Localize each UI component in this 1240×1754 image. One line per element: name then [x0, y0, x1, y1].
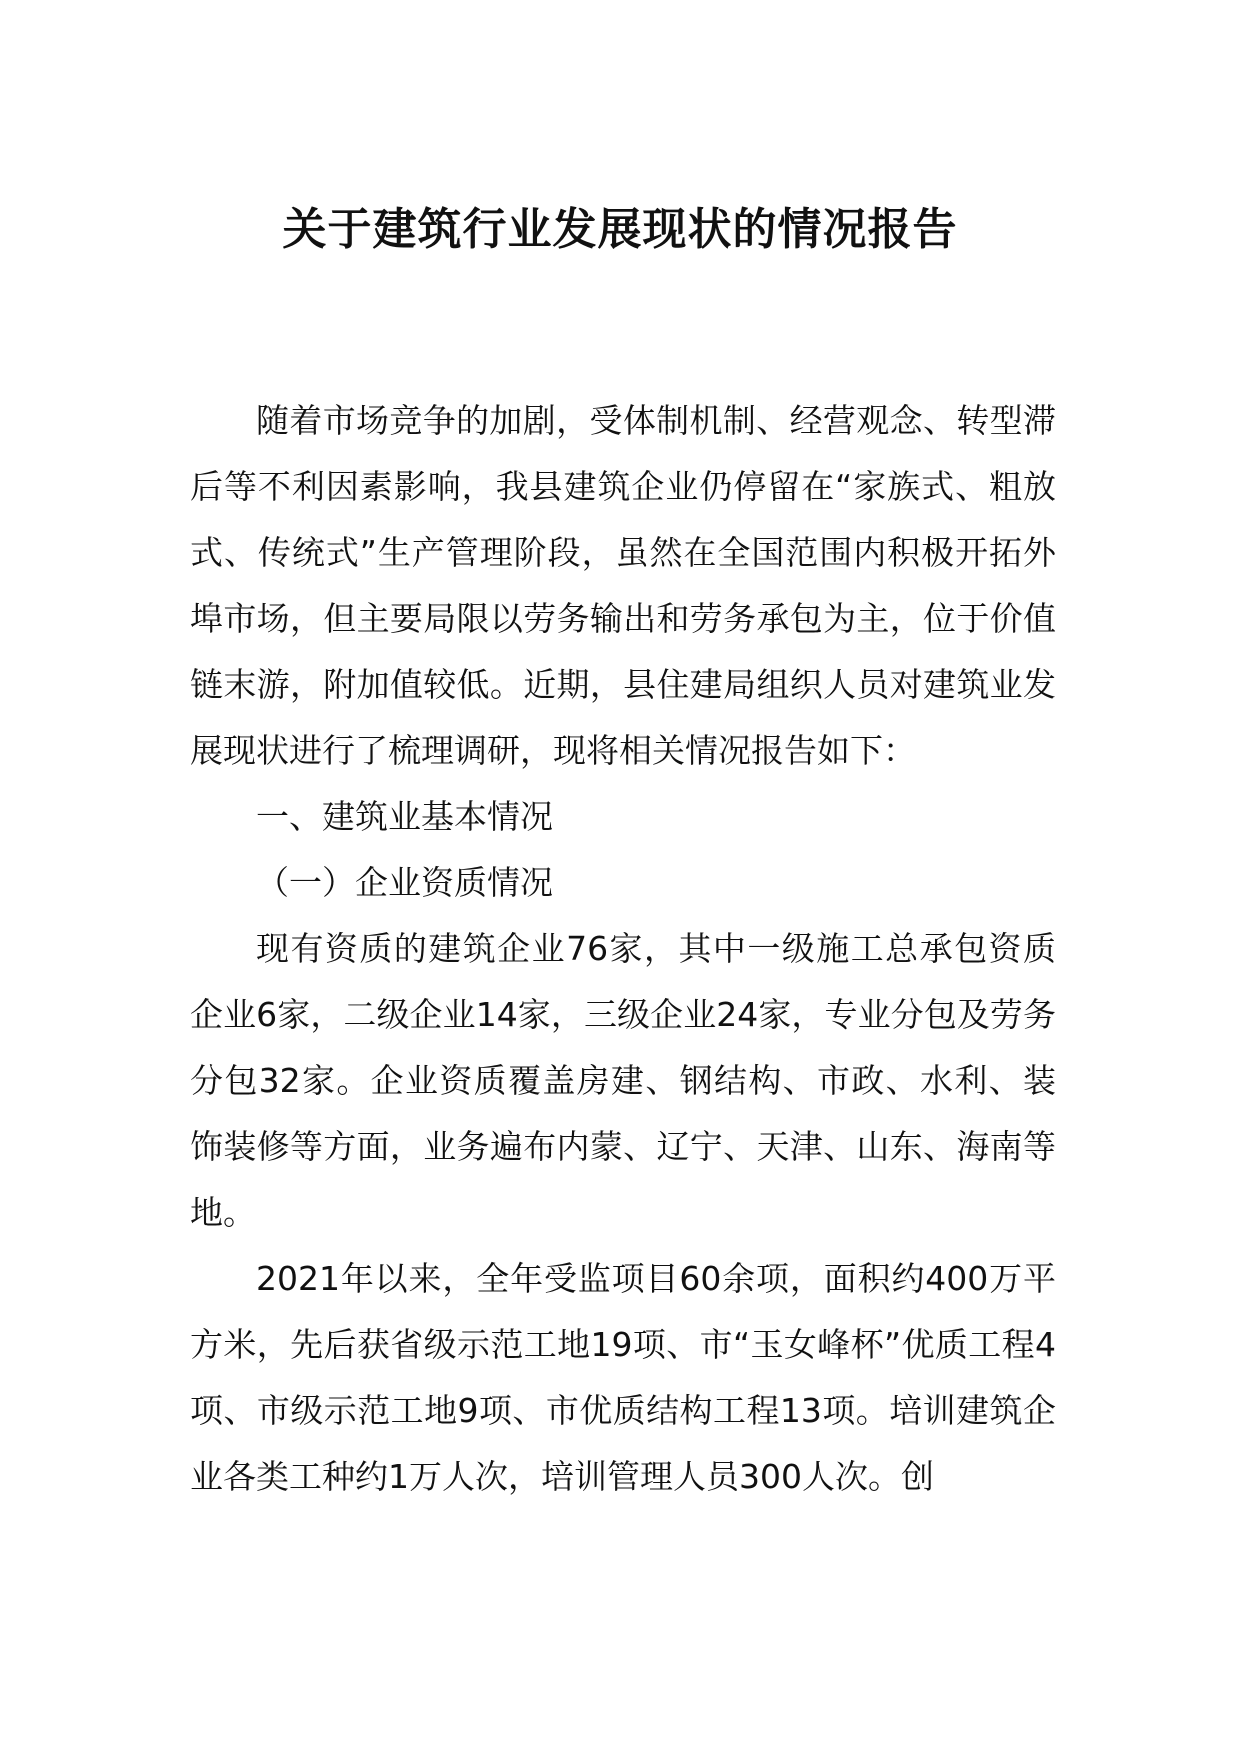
document-body	[190, 388, 1056, 1510]
document-title: 关于建筑行业发展现状的情况报告	[282, 204, 958, 255]
qualification-paragraph: 现有资质的建筑企业76家，其中一级施工总承包资质企业6家，二级企业14家，三级企业24家，专业分包及劳务分包32家。企业资质覆盖房建、钢结构、市政、水利、装饰装修等方面，业务遍布内蒙、辽宁、天津、山东、海南等地。	[190, 929, 1056, 1232]
since-2021-paragraph: 2021年以来，全年受监项目60余项，面积约400万平方米，先后获省级示范工地19项、市“玉女峰杯”优质工程4项、市级示范工地9项、市优质结构工程13项。培训建筑企业各类工种约1万人次，培训管理人员300人次。创	[190, 1259, 1056, 1496]
section-heading-basic-situation: 一、建筑业基本情况	[256, 797, 553, 836]
subsection-heading-qualification: （一）企业资质情况	[256, 863, 553, 902]
intro-paragraph: 随着市场竞争的加剧，受体制机制、经营观念、转型滞后等不利因素影响，我县建筑企业仍停留在“家族式、粗放式、传统式”生产管理阶段，虽然在全国范围内积极开拓外埠市场，但主要局限以劳务输出和劳务承包为主，位于价值链末游，附加值较低。近期，县住建局组织人员对建筑业发展现状进行了梳理调研，现将相关情况报告如下：	[190, 401, 1056, 770]
